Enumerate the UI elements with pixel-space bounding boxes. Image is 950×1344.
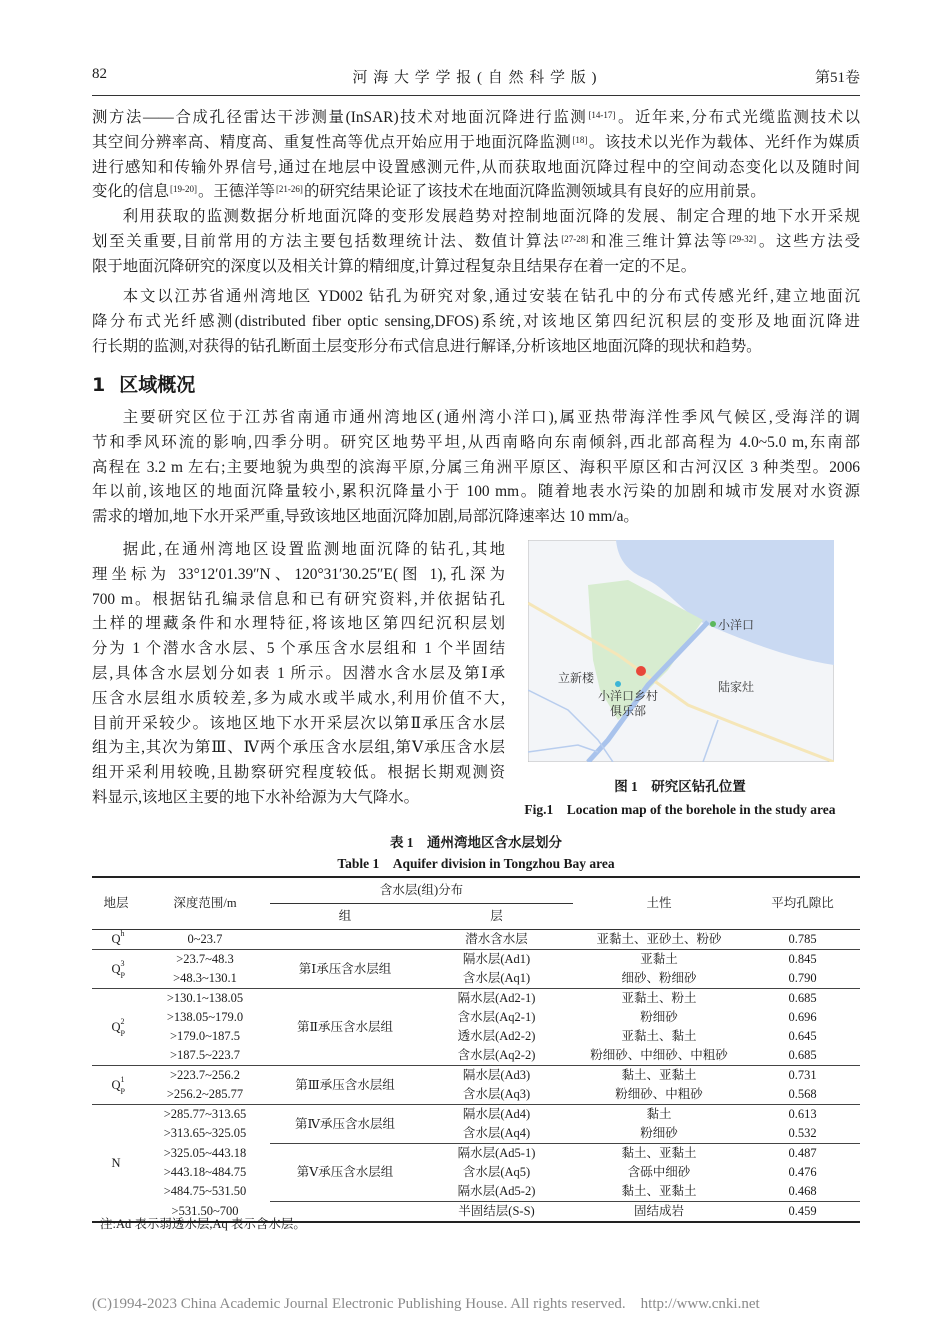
figure-caption-cn: 图 1 研究区钻孔位置 [614,779,746,794]
soil-cell: 亚黏土、黏土 [621,1029,697,1043]
objective-paragraph [92,285,860,359]
depth-cell: >23.7~48.3 [140,950,270,970]
header-distribution: 含水层(组)分布 [270,877,573,904]
layer-cell: 含水层(Aq2-1) [457,1010,536,1024]
text-line [92,637,505,662]
stratum-sup: 2 [120,1016,125,1026]
text-line [92,761,505,786]
layer-cell: 隔水层(Ad1) [420,950,573,970]
text-line [92,736,505,761]
soil-cell: 亚黏土、粉土 [573,989,745,1009]
soil-cell: 亚黏土、亚砂土、粉砂 [596,932,722,946]
map-label-lixinlou: 立新楼 [558,671,595,685]
depth-cell: >313.65~325.05 [163,1126,247,1141]
cnki-url[interactable]: http://www.cnki.net [640,1296,760,1312]
depth-cell: >256.2~285.77 [166,1087,244,1101]
header-soil: 土性 [573,877,745,930]
text-line [92,588,505,613]
ratio-cell: 0.685 [745,989,860,1009]
depth-cell: >325.05~443.18 [163,1145,247,1160]
ratio-cell: 0.696 [788,1010,817,1024]
table-row [92,1066,860,1086]
table-row [92,1105,860,1125]
stratum-symbol [111,1074,125,1096]
text-segment: 年以前,该地区的地面沉降量较小,累积沉降量小于 100 mm。随着地表水污染的加剧和城市发展对水资源 [92,483,860,501]
group-cell [270,930,420,950]
text-segment: 理坐标为 33°12′01.39″N、120°31′30.25″E(图 1),孔深为 [92,565,505,583]
location-map [528,540,834,762]
soil-cell: 粉细砂 [640,1126,678,1140]
text-segment: 限于地面沉降研究的深度以及相关计算的精细度,计算过程复杂且结果存在着一定的不足。 [92,257,697,275]
table-row [92,1046,860,1066]
text-segment: 进行感知和传输外界信号,通过在地层中设置感测元件,从而获取地面沉降过程中的空间动态变化以及随时间 [92,158,860,176]
ratio-cell: 0.532 [788,1126,817,1140]
text-segment: 其空间分辨率高、精度高、重复性高等优点开始应用于地面沉降监测 [92,133,572,151]
group-cell: 第Ⅱ承压含水层组 [270,989,420,1066]
text-line [92,687,505,712]
depth-cell: >48.3~130.1 [173,971,237,985]
soil-cell: 含砾中细砂 [627,1165,691,1179]
stratum-sub: P [120,970,125,980]
text-segment: 。该技术以光作为载体、光纤作为媒质 [588,133,860,151]
map-label-xiaoyangkou: 小洋口 [718,618,755,632]
ratio-cell: 0.785 [788,932,817,946]
borehole-marker [636,666,646,676]
text-segment: 。这些方法受 [757,232,860,250]
table-row [92,1163,860,1182]
text-line [92,285,860,310]
soil-cell: 粉细砂、中细砂、中粗砂 [590,1048,728,1062]
citation-ref: [19-20] [169,184,197,195]
text-segment: 组为主,其次为第Ⅲ、Ⅳ两个承压含水层组,第Ⅴ承压含水层 [92,739,505,757]
text-segment: 行长期的监测,对获得的钻孔断面土层变形分布式信息进行解译,分析该地区地面沉降的现状和趋势。 [92,337,762,355]
copyright-footer [92,1296,760,1313]
ratio-cell: 0.487 [745,1144,860,1164]
text-line [92,230,860,255]
citation-ref: [21-26] [275,184,303,195]
stratum-symbol [111,958,125,980]
text-segment: 据此,在通州湾地区设置监测地面沉降的钻孔,其地 [122,541,505,558]
citation-ref: [14-17] [588,110,616,120]
text-line [92,106,860,131]
soil-cell: 黏土、亚黏土 [573,1066,745,1086]
table-row [92,1008,860,1027]
text-line [92,538,505,563]
soil-cell: 黏土、亚黏土 [573,1144,745,1164]
stratum-sup: 1 [120,1074,125,1084]
citation-ref: [29-32] [729,233,757,244]
table-caption-en: Table 1 Aquifer division in Tongzhou Bay area [337,856,615,871]
table-row [92,1085,860,1105]
layer-cell: 隔水层(Ad5-2) [457,1184,536,1198]
text-line [92,255,860,280]
layer-cell: 半固结层(S-S) [420,1202,573,1223]
text-segment: 降分布式光纤感测(distributed fiber optic sensing,DFOS)系统,对该地区第四纪沉积层的变形及地面沉降进 [92,312,860,330]
table-row [92,1027,860,1046]
text-segment: 组开采利用较晚,且勘察研究程度较低。根据长期观测资 [92,764,505,782]
depth-cell: >443.18~484.75 [163,1165,247,1179]
soil-cell: 亚黏土 [573,950,745,970]
page-number: 82 [92,66,107,82]
poi-cyan-marker [615,681,621,687]
text-segment: 土样的埋藏条件和水理特征,将该地区第四纪沉积层划 [92,615,505,633]
text-segment: 高程在 3.2 m 左右;主要地貌为典型的滨海平原,分属三角洲平原区、海积平原区和古河汉区 3 种类型。2006 [92,458,860,476]
text-segment: 节和季风环流的影响,四季分明。研究区地势平坦,从西南略向东南倾斜,西北部高程为 4.0~5.0 m,东南部 [92,433,860,451]
soil-cell: 细砂、粉细砂 [621,971,697,985]
ratio-cell: 0.645 [788,1029,817,1043]
ratio-cell: 0.468 [788,1184,817,1198]
depth-cell: >285.77~313.65 [140,1105,270,1125]
stratum-cell [92,950,140,989]
depth-cell: >130.1~138.05 [140,989,270,1009]
stratum-symbol: Q [111,932,121,946]
table-caption-cn: 表 1 通州湾地区含水层划分 [389,835,563,850]
depth-cell: >223.7~256.2 [140,1066,270,1086]
text-segment: 分为 1 个潜水含水层、5 个承压含水层组和 1 个半固结 [92,640,505,658]
figure-caption-en: Fig.1 Location map of the borehole in the study area [524,802,836,817]
section-heading [92,370,209,397]
stratum-cell [92,1066,140,1105]
table-row [92,1182,860,1202]
copyright-text: (C)1994-2023 China Academic Journal Electronic Publishing House. All rights reserved. [92,1296,626,1312]
region-paragraph [92,406,860,530]
map-label-lujiazao: 陆家灶 [718,680,755,694]
stratum-sup: 3 [120,958,125,968]
layer-cell: 隔水层(Ad3) [420,1066,573,1086]
text-line [92,431,860,456]
text-segment: 利用获取的监测数据分析地面沉降的变形发展趋势对控制地面沉降的发展、制定合理的地下水开采规 [122,208,860,226]
table-row [92,1124,860,1144]
text-line [92,712,505,737]
text-line [92,156,860,181]
stratum-sub: P [120,1086,125,1096]
header-stratum: 地层 [92,877,140,930]
text-segment: 本文以江苏省通州湾地区 YD002 钻孔为研究对象,通过安装在钻孔中的分布式传感光纤,建立地面沉 [122,288,860,305]
soil-cell: 黏土、亚黏土 [621,1184,697,1198]
section-title: 区域概况 [119,374,196,396]
ratio-cell: 0.685 [788,1048,817,1062]
stratum-cell [92,930,140,950]
stratum-cell [92,1105,140,1223]
layer-cell: 隔水层(Ad4) [420,1105,573,1125]
stratum-sup: h [120,929,125,938]
text-line [92,612,505,637]
stratum-symbol: N [111,1155,121,1170]
header-group: 组 [270,904,420,930]
text-line [92,786,505,811]
text-line [92,505,860,530]
layer-cell: 潜水含水层 [465,932,528,946]
text-segment: 。近年来,分布式光缆监测技术以 [616,109,860,126]
table-row [92,969,860,989]
ratio-cell: 0.476 [788,1165,817,1179]
citation-ref: [27-28] [561,233,589,244]
text-line [92,310,860,335]
depth-cell: >484.75~531.50 [163,1184,247,1199]
text-segment: 压含水层组水质较差,多为咸水或半咸水,利用价值不大, [92,689,505,707]
stratum-symbol [111,1016,125,1038]
group-cell: 第Ⅰ承压含水层组 [270,950,420,989]
borehole-paragraph [92,538,505,811]
layer-cell: 含水层(Aq4) [462,1126,531,1140]
text-line [92,180,860,205]
map-label-club-line1: 小洋口乡村 [598,689,659,703]
soil-cell: 固结成岩 [573,1202,745,1223]
map-label-club-line2: 俱乐部 [610,704,647,718]
text-segment: 的研究结果论证了该技术在地面沉降监测领域具有良好的应用前景。 [303,183,766,201]
header-layer: 层 [420,904,573,930]
layer-cell: 含水层(Aq1) [462,971,531,985]
stratum-symbol [111,929,125,949]
volume-label: 第51卷 [814,70,860,86]
table-row [92,1144,860,1164]
ratio-cell: 0.731 [745,1066,860,1086]
text-line [92,480,860,505]
text-segment: 和准三维计算法等 [589,232,729,250]
group-cell: 第Ⅴ承压含水层组 [270,1144,420,1202]
stratum-symbol [111,1154,120,1173]
ratio-cell: 0.459 [745,1202,860,1223]
soil-cell: 粉细砂 [640,1010,678,1024]
text-segment: 。王德洋等 [197,183,275,201]
text-line [92,563,505,588]
aquifer-table [92,876,860,1223]
text-line [92,406,860,431]
text-segment: 料显示,该地区主要的地下水补给源为大气降水。 [92,788,420,806]
stratum-cell [92,989,140,1066]
group-cell: 第Ⅳ承压含水层组 [270,1105,420,1144]
text-line [92,662,505,687]
text-line [92,131,860,156]
header-rule [92,95,860,96]
section-number: 1 [92,374,106,396]
layer-cell: 含水层(Aq2-2) [457,1048,536,1062]
layer-cell: 隔水层(Ad5-1) [420,1144,573,1164]
text-segment: 需求的增加,地下水开采严重,导致该地区地面沉降加剧,局部沉降速率达 10 mm/a。 [92,508,639,526]
depth-cell: >179.0~187.5 [169,1029,241,1043]
text-segment: 目前开采较少。该地区地下水开采层次以第Ⅱ承压含水层 [92,714,505,732]
layer-cell: 含水层(Aq5) [462,1165,531,1179]
intro-text [92,106,860,280]
depth-cell: >531.50~700 [171,1203,239,1218]
depth-cell: 0~23.7 [187,932,223,946]
text-segment: 层,具体含水层划分如表 1 所示。因潜水含水层及第Ⅰ承 [92,664,505,682]
text-segment: 划至关重要,目前常用的方法主要包括数理统计法、数值计算法 [92,232,561,250]
layer-cell: 透水层(Ad2-2) [457,1029,536,1043]
layer-cell: 含水层(Aq3) [462,1087,531,1101]
text-segment: 700 m。根据钻孔编录信息和已有研究资料,并依据钻孔 [92,590,505,608]
layer-cell: 隔水层(Ad2-1) [420,989,573,1009]
text-line [92,335,860,360]
text-segment: 变化的信息 [92,183,169,201]
depth-cell: >138.05~179.0 [166,1010,244,1024]
stratum-symbol: Q [111,1077,121,1092]
text-segment: 测方法——合成孔径雷达干涉测量(InSAR)技术对地面沉降进行监测 [92,109,588,126]
ratio-cell: 0.790 [788,971,817,985]
table-row [92,930,860,950]
ratio-cell: 0.845 [745,950,860,970]
stratum-symbol: Q [111,961,121,976]
depth-cell: >187.5~223.7 [169,1048,241,1062]
stratum-sub: P [120,1028,125,1038]
text-line [92,456,860,481]
poi-green-marker [710,621,716,627]
journal-title: 河 海 大 学 学 报 ( 自 然 科 学 版 ) [352,70,598,86]
header-depth: 深度范围/m [140,877,270,930]
group-cell: 第Ⅲ承压含水层组 [270,1066,420,1105]
soil-cell: 黏土 [573,1105,745,1125]
ratio-cell: 0.613 [745,1105,860,1125]
text-line [92,205,860,230]
text-segment: 主要研究区位于江苏省南通市通州湾地区(通州湾小洋口),属亚热带海洋性季风气候区,受海洋的调 [122,409,860,426]
table-body [92,930,860,1223]
table-row [92,950,860,970]
ratio-cell: 0.568 [788,1087,817,1101]
table-row [92,989,860,1009]
table-note: 注:Ad 表示弱透水层,Aq 表示含水层。 [100,1217,306,1231]
header-ratio: 平均孔隙比 [745,877,860,930]
soil-cell: 粉细砂、中粗砂 [615,1087,703,1101]
citation-ref: [18] [572,134,588,145]
stratum-symbol: Q [111,1019,121,1034]
